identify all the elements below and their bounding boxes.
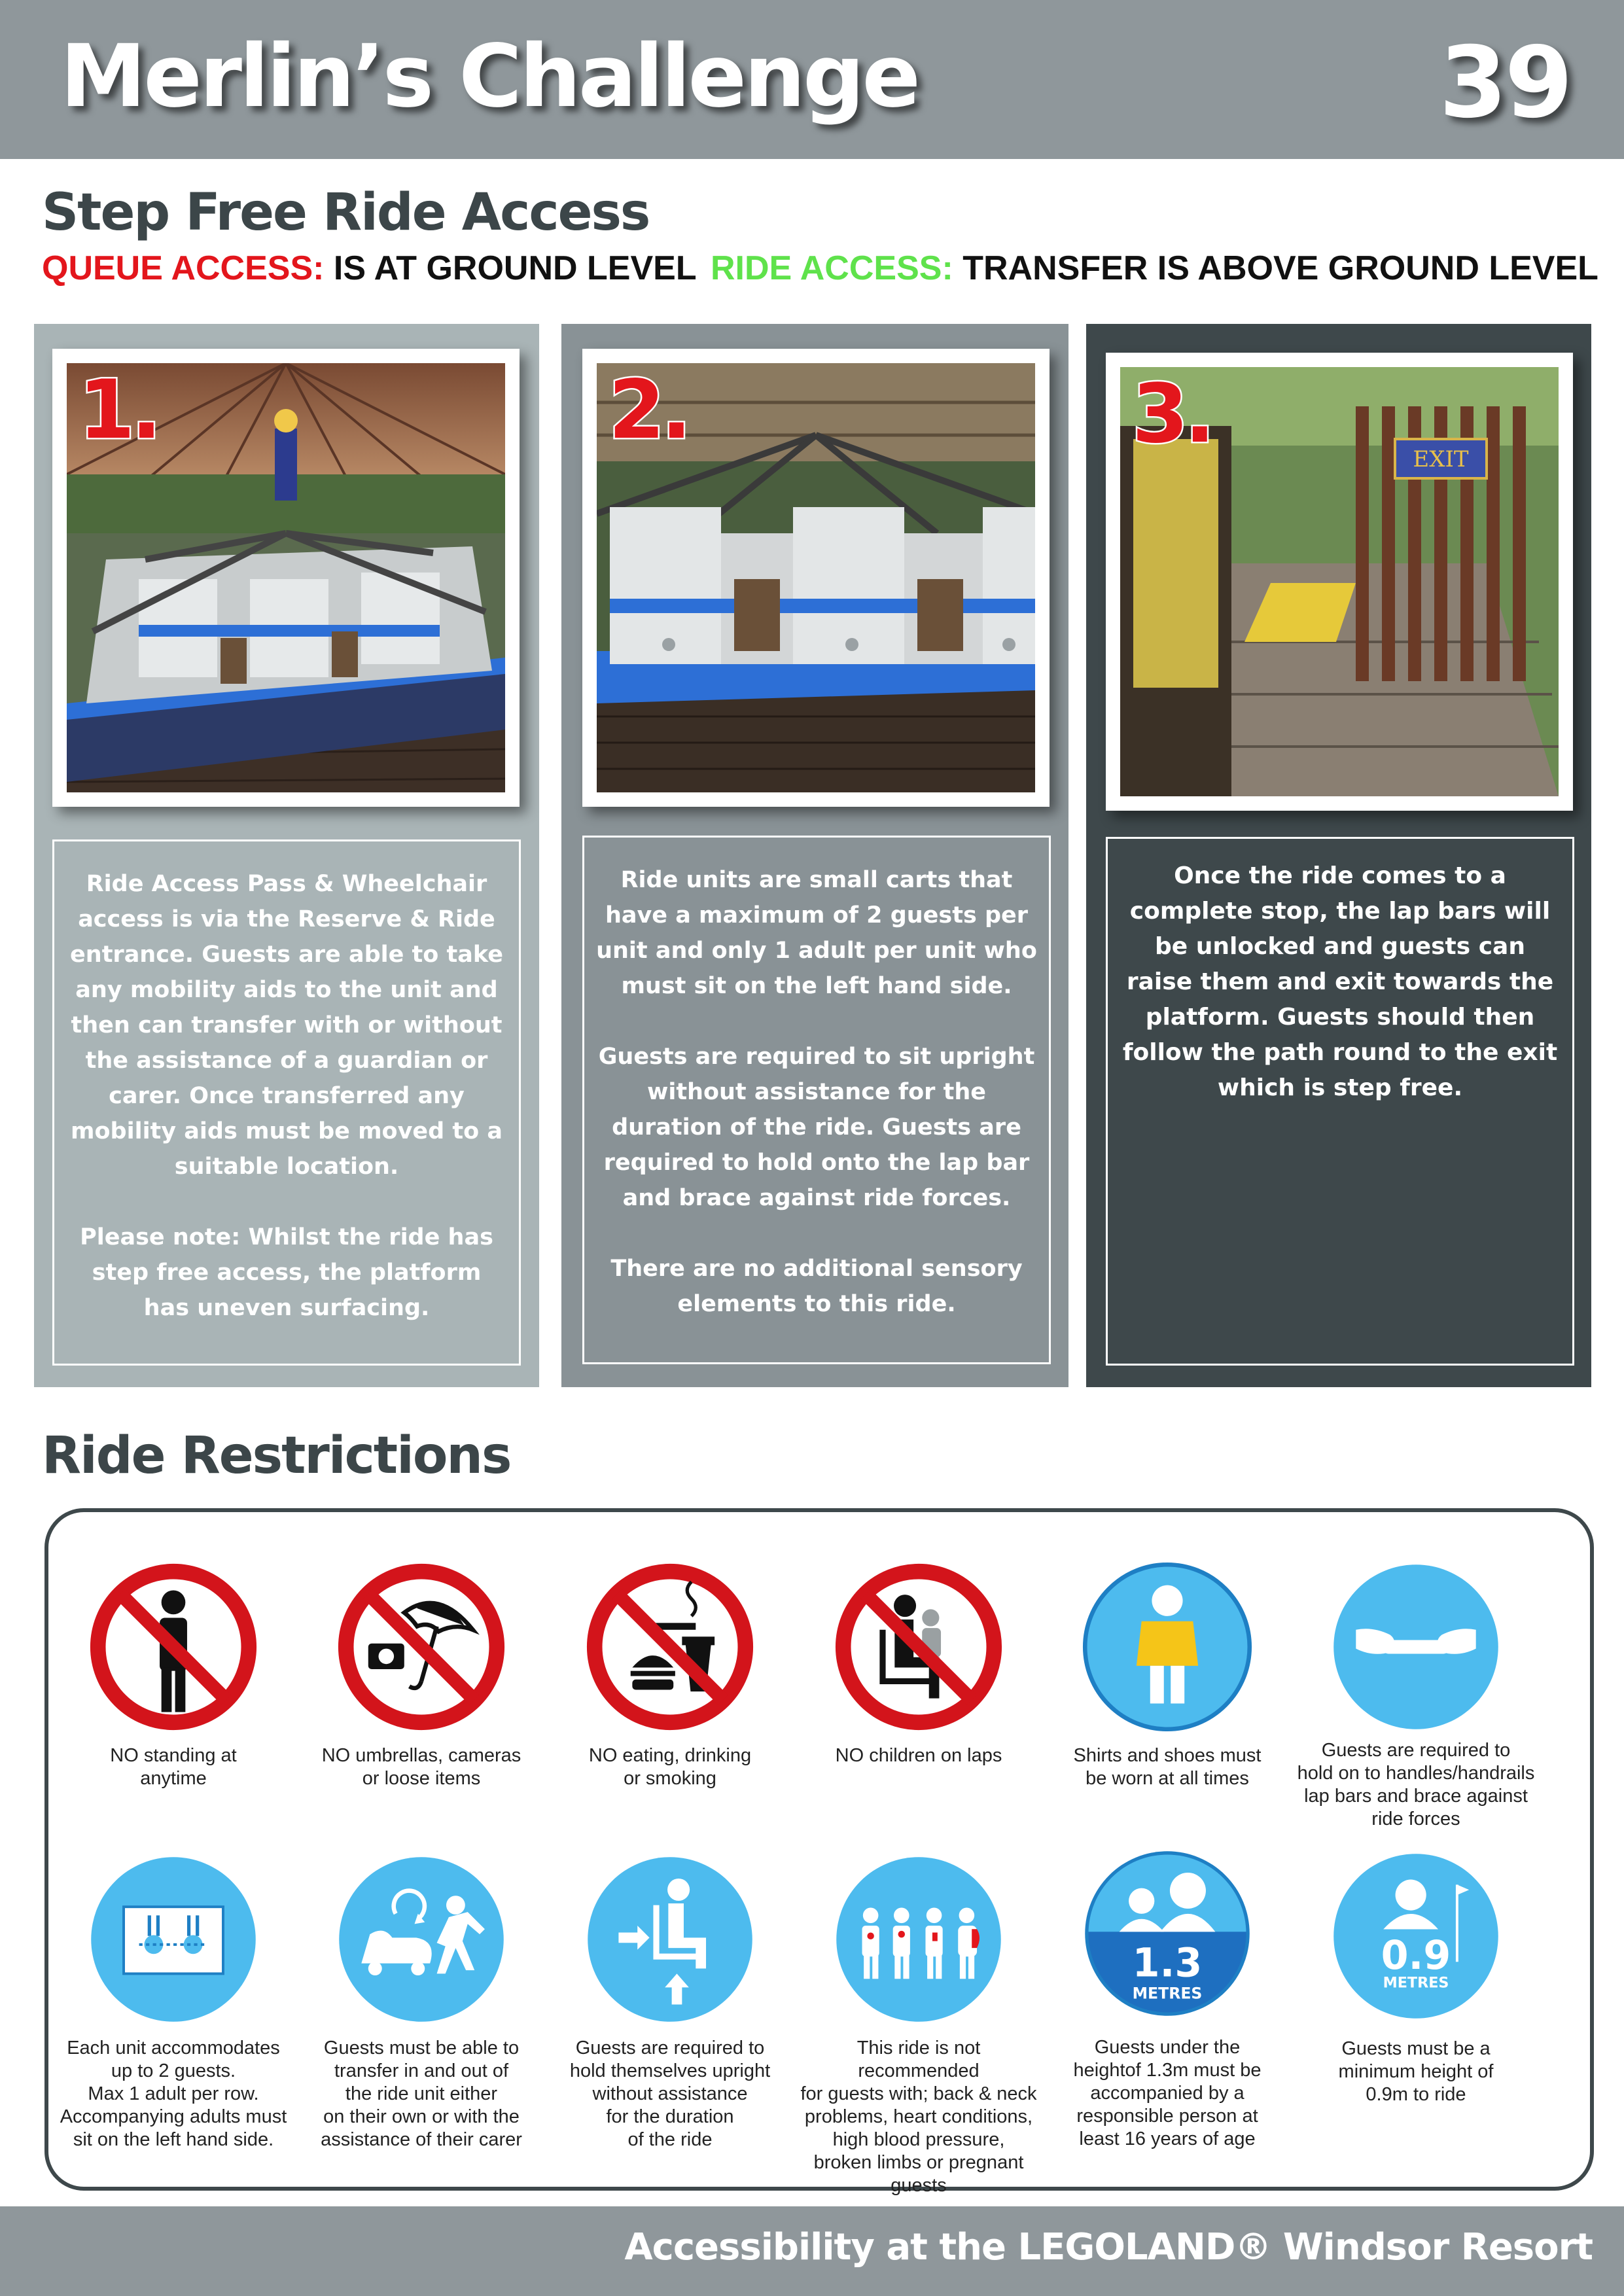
restriction-no-standing: [49, 1561, 298, 1790]
footer-bar: [0, 2206, 1624, 2296]
restriction-caption: NO children on laps: [835, 1745, 1002, 1766]
hold-handles-icon: [1330, 1561, 1502, 1733]
restriction-sit-upright: [546, 1854, 794, 2151]
exit-sign-text: EXIT: [1413, 446, 1469, 472]
restriction-no-eating: [546, 1561, 794, 1790]
step-1-number: 1.: [79, 363, 158, 457]
step-2-paragraph-2: Guests are required to sit upright without assistance for the duration of the ride. Guests are required to hold onto the lap bar and brace against ride forces.: [598, 1044, 1035, 1211]
step-2-description: [582, 836, 1051, 1364]
restriction-hold-handles: [1292, 1561, 1540, 1831]
ride-access-label: RIDE ACCESS:: [711, 249, 953, 287]
no-children-on-laps-icon: [833, 1561, 1004, 1733]
restriction-caption: Guests must be able to transfer in and out of the ride unit either on their own or with the assistance of their carer: [321, 2038, 522, 2150]
restriction-caption: NO eating, drinking or smoking: [588, 1745, 752, 1789]
restriction-caption: This ride is not recommended for guests with; back & neck problems, heart conditions, high blood pressure, broken limbs or pregnant guests: [800, 2038, 1037, 2196]
restriction-caption: Guests are required to hold themselves upright without assistance for the duration of the ride: [569, 2038, 771, 2150]
step-1-photo: [67, 363, 505, 792]
height-unit-0-9: METRES: [1383, 1974, 1449, 1992]
restriction-caption: Shirts and shoes must be worn at all times: [1073, 1745, 1262, 1789]
queue-access-line: [42, 249, 697, 288]
shirts-shoes-icon: [1082, 1561, 1253, 1733]
height-unit-1-3: METRES: [1132, 1984, 1203, 2003]
step-3-description: [1106, 837, 1574, 1366]
step-free-heading: Step Free Ride Access: [42, 183, 650, 242]
restriction-caption: NO standing at anytime: [110, 1745, 237, 1789]
ride-access-value: TRANSFER IS ABOVE GROUND LEVEL: [962, 249, 1598, 287]
step-3-photo: [1120, 367, 1559, 796]
page-number: 39: [1439, 26, 1570, 140]
restriction-unit-capacity: [49, 1854, 298, 2151]
minimum-height-icon: [1330, 1850, 1502, 2022]
ride-restrictions-heading: Ride Restrictions: [42, 1426, 511, 1485]
restriction-no-umbrellas: [297, 1561, 546, 1790]
ride-access-line: [711, 249, 1598, 288]
restriction-accompanied-height: [1043, 1848, 1292, 2151]
step-1-panel: [34, 324, 539, 1387]
accompanied-height-icon: [1082, 1848, 1253, 2019]
step-1-photo-frame: [52, 349, 520, 807]
restriction-caption: Guests are required to hold on to handles/handrails lap bars and brace against ride forces: [1297, 1740, 1535, 1829]
header-bar: [0, 0, 1624, 159]
unit-capacity-icon: [88, 1854, 259, 2025]
page-title: Merlin’s Challenge: [60, 26, 919, 127]
no-eating-drinking-smoking-icon: [584, 1561, 756, 1733]
restriction-transfer: [297, 1854, 546, 2151]
restriction-minimum-height: [1292, 1850, 1540, 2106]
step-2-photo-frame: [582, 349, 1050, 807]
restriction-caption: Guests must be a minimum height of 0.9m to ride: [1338, 2038, 1494, 2105]
restriction-health-warning: [794, 1854, 1043, 2197]
footer-text: Accessibility at the LEGOLAND® Windsor Resort: [624, 2226, 1593, 2269]
restriction-caption: Guests under the heightof 1.3m must be accompanied by a responsible person at least 16 years of age: [1073, 2037, 1262, 2149]
transfer-icon: [336, 1854, 507, 2025]
queue-access-value: IS AT GROUND LEVEL: [333, 249, 697, 287]
step-3-photo-frame: [1106, 353, 1573, 811]
step-1-description: [52, 839, 521, 1366]
sit-upright-icon: [584, 1854, 756, 2025]
step-2-panel: [561, 324, 1068, 1387]
no-umbrellas-cameras-icon: [336, 1561, 507, 1733]
restrictions-panel: [44, 1508, 1594, 2196]
step-3-panel: [1086, 324, 1591, 1387]
step-2-paragraph-1: Ride units are small carts that have a maximum of 2 guests per unit and only 1 adult per unit who must sit on the left hand side.: [596, 867, 1037, 999]
height-value-1-3: 1.3: [1132, 1940, 1203, 1987]
step-2-photo: [597, 363, 1035, 792]
step-2-number: 2.: [609, 363, 688, 457]
restriction-no-children-on-laps: [794, 1561, 1043, 1767]
restriction-caption: Each unit accommodates up to 2 guests. Max 1 adult per row. Accompanying adults must sit on the left hand side.: [60, 2038, 287, 2150]
restriction-shirts-shoes: [1043, 1561, 1292, 1790]
height-value-0-9: 0.9: [1381, 1932, 1451, 1979]
step-3-number: 3.: [1132, 367, 1212, 461]
step-1-paragraph: Ride Access Pass & Wheelchair access is via the Reserve & Ride entrance. Guests are able to take any mobility aids to the unit and then can transfer with or without the assistance of a guardian or carer. Once transferred any mobility aids must be moved to a suitable location.: [70, 871, 503, 1180]
no-standing-icon: [88, 1561, 259, 1733]
health-warning-icon: [833, 1854, 1004, 2025]
step-2-paragraph-3: There are no additional sensory elements to this ride.: [610, 1256, 1023, 1317]
queue-access-label: QUEUE ACCESS:: [42, 249, 325, 287]
step-3-paragraph: Once the ride comes to a complete stop, the lap bars will be unlocked and guests can raise them and exit towards the platform. Guests should then follow the path round to the exit which is step free.: [1122, 862, 1558, 1101]
restriction-caption: NO umbrellas, cameras or loose items: [321, 1745, 521, 1789]
step-1-note: Please note: Whilst the ride has step free access, the platform has uneven surfacing.: [80, 1224, 493, 1321]
